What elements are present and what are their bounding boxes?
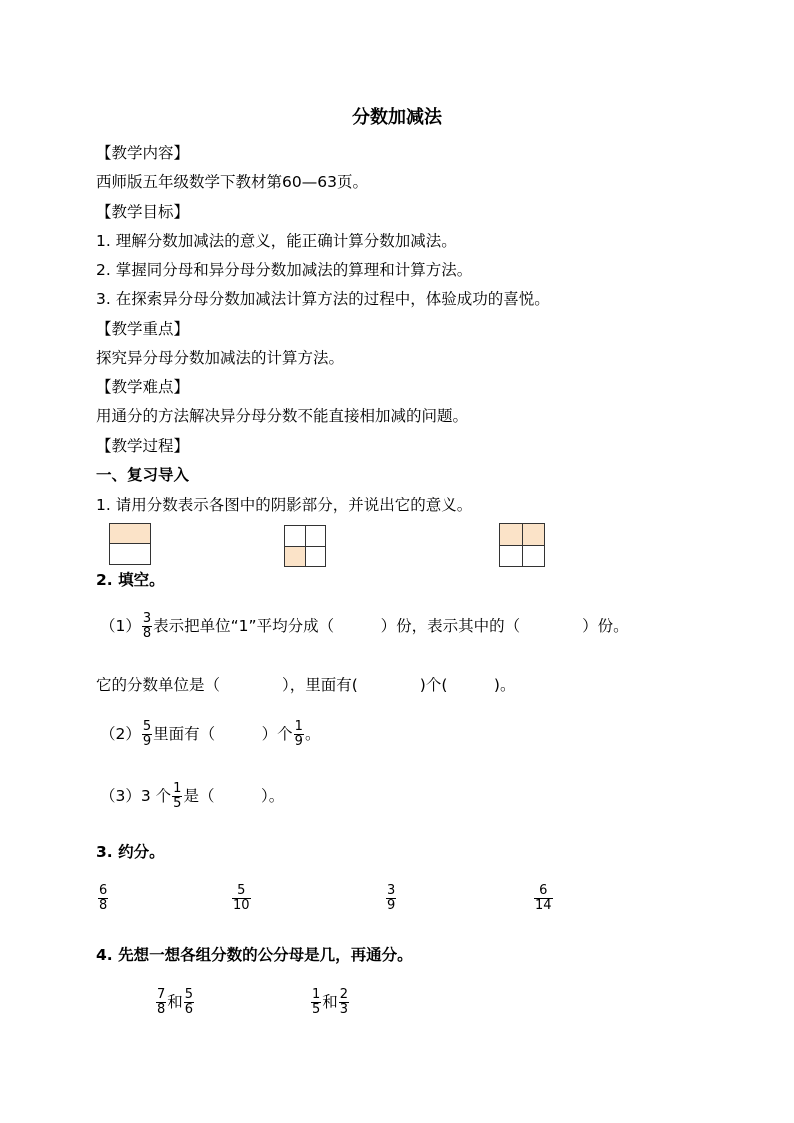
content-text: 西师版五年级数学下教材第60—63页。 — [96, 173, 368, 191]
pair-2: $\frac{1}{5}$ 和 $\frac{2}{3}$ — [312, 987, 349, 1017]
fraction-3-8: $\frac{3}{8}$ — [142, 611, 152, 641]
heading-goals: 【教学目标】 — [96, 203, 190, 221]
question-2: 2. 填空。 — [96, 571, 165, 589]
reduce-fraction-1: $\frac{6}{8}$ — [99, 883, 108, 913]
figure-halves — [109, 523, 151, 565]
fill-1-label: （1） — [100, 617, 141, 635]
page-title: 分数加减法 — [352, 107, 442, 128]
fraction-1-5: $\frac{1}{5}$ — [173, 781, 182, 811]
question-1: 1. 请用分数表示各图中的阴影部分，并说出它的意义。 — [96, 496, 473, 514]
key-text: 探究异分母分数加减法的计算方法。 — [96, 349, 345, 367]
fill-1-unit-text: 它的分数单位是（ ），里面有( )个( )。 — [96, 676, 516, 694]
pair-1: $\frac{7}{8}$ 和 $\frac{5}{6}$ — [157, 987, 194, 1017]
fill-2-label: （2） — [100, 725, 141, 743]
fill-2-text: 里面有（ ）个 — [153, 725, 293, 743]
heading-content: 【教学内容】 — [96, 144, 190, 162]
fill-1-text: 表示把单位“1”平均分成（ ）份，表示其中的（ ）份。 — [153, 617, 629, 635]
fraction-1-5-b: $\frac{1}{5}$ — [312, 987, 321, 1017]
reduce-fraction-2: $\frac{5}{10}$ — [233, 883, 250, 913]
figure-quarters-2 — [499, 523, 545, 567]
figure-quarters-1 — [284, 525, 326, 567]
goal-1: 1. 理解分数加减法的意义，能正确计算分数加减法。 — [96, 232, 457, 250]
heading-difficulty: 【教学难点】 — [96, 378, 190, 396]
figure-quarters-1-shaded — [285, 547, 305, 566]
fill-3-text: 是（ ）。 — [183, 787, 285, 805]
fill-1-row — [100, 612, 629, 641]
goal-3: 3. 在探索异分母分数加减法计算方法的过程中，体验成功的喜悦。 — [96, 290, 550, 308]
reduce-fraction-3: $\frac{3}{9}$ — [387, 883, 396, 913]
heading-key: 【教学重点】 — [96, 320, 190, 338]
question-3: 3. 约分。 — [96, 843, 165, 861]
fraction-2-3: $\frac{2}{3}$ — [339, 987, 349, 1017]
fraction-1-9: $\frac{1}{9}$ — [294, 719, 303, 749]
fraction-7-8: $\frac{7}{8}$ — [157, 987, 166, 1017]
difficulty-text: 用通分的方法解决异分母分数不能直接相加减的问题。 — [96, 407, 469, 425]
fraction-5-6: $\frac{5}{6}$ — [184, 987, 194, 1017]
question-4: 4. 先想一想各组分数的公分母是几，再通分。 — [96, 946, 413, 964]
fill-2-row: （2） $\frac{5}{9}$ 里面有（ ）个 $\frac{1}{9}$ 。 — [100, 719, 321, 749]
part-1-heading: 一、复习导入 — [96, 466, 190, 484]
reduce-fraction-4: $\frac{6}{14}$ — [535, 883, 552, 913]
goal-2: 2. 掌握同分母和异分母分数加减法的算理和计算方法。 — [96, 261, 473, 279]
fill-3-row — [100, 782, 284, 811]
fraction-5-9: $\frac{5}{9}$ — [142, 719, 152, 749]
heading-process: 【教学过程】 — [96, 437, 190, 455]
fill-3-label: （3）3 个 — [100, 787, 172, 805]
figure-halves-shaded — [110, 524, 150, 544]
